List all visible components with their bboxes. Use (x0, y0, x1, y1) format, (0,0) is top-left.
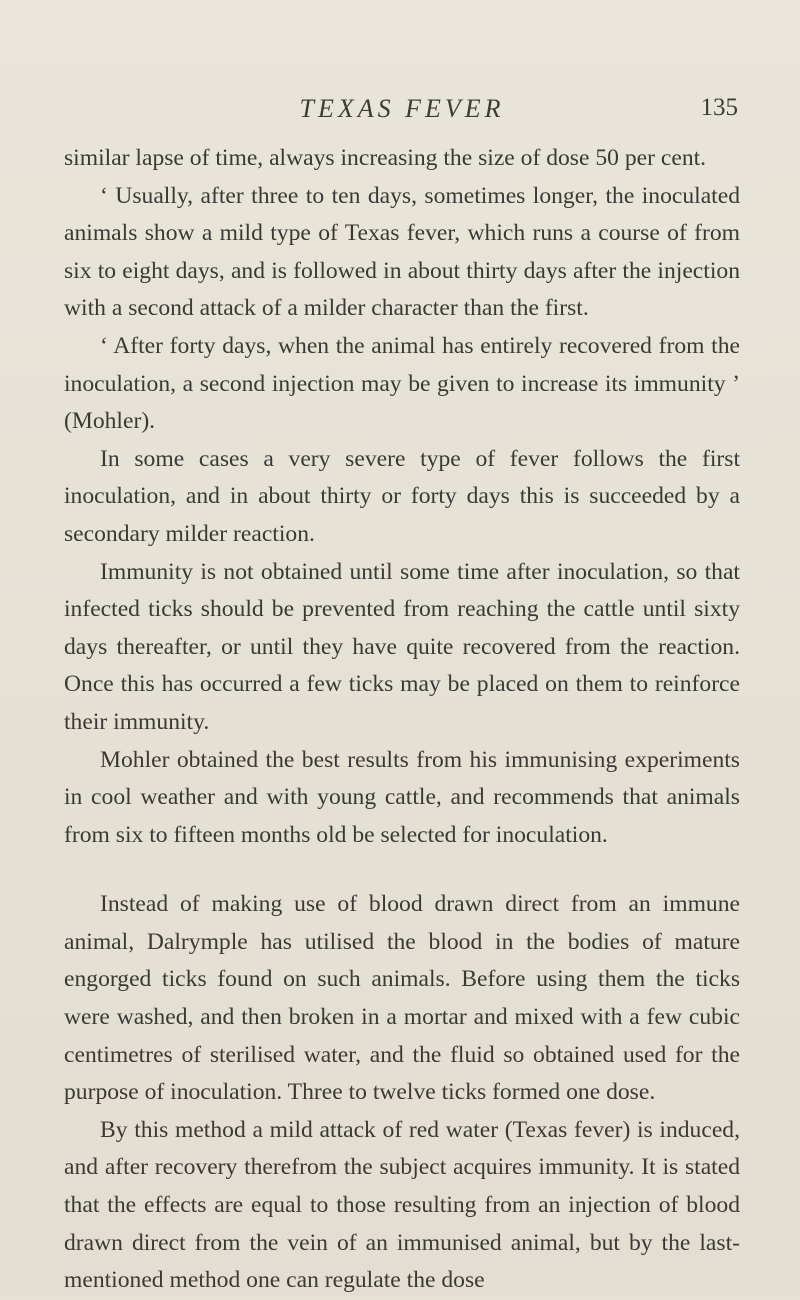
paragraph-severe-type: In some cases a very severe type of fever follows the first inoculation, and in about thirty or forty days this is succeeded by a secondary milder reaction. (64, 445, 740, 547)
paragraph-immunity: Immunity is not obtained until some time after inoculation, so that infected ticks should be prevented from reaching the cattle until sixty days thereafter, or until they have quite recovered from the reaction. Once this has occurred a few ticks may be placed on them to reinforce their immunity. (64, 558, 740, 735)
paragraph-quote-after-forty-days: ‘ After forty days, when the animal has entirely recovered from the inoculation, a second injection may be given to increase its immunity ’ (Mohler). (64, 332, 740, 435)
paragraph-quote-usually: ‘ Usually, after three to ten days, sometimes longer, the inoculated animals show a mild type of Texas fever, which runs a course of from six to eight days, and is followed in about thirty days after the injection with a second attack of a milder character than the first. (64, 182, 740, 322)
paragraph-mild-attack: By this method a mild attack of red water (Texas fever) is induced, and after recovery therefrom the subject acquires immunity. It is stated that the effects are equal to those resulting from an injection of blood drawn direct from the vein of an immunised animal, but by the last-mentioned method one can regulate the dose (64, 1116, 740, 1294)
paragraph-continuation: similar lapse of time, always increasing the size of dose 50 per cent. (64, 145, 707, 171)
page-number: 135 (700, 94, 738, 121)
paragraph-mohler-results: Mohler obtained the best results from his immunising experiments in cool weather and with young cattle, and recommends that animals from six to fifteen months old be selected for inoculation. (64, 746, 740, 848)
running-title: TEXAS FEVER (299, 94, 505, 123)
running-head (64, 94, 740, 134)
paragraph-dalrymple-method: Instead of making use of blood drawn direct from an immune animal, Dalrymple has utilised the blood in the bodies of mature engorged ticks found on such animals. Before using them the ticks were washed, and then broken in a mortar and mixed with a few cubic centimetres of sterilised water, and the fluid so obtained used for the purpose of inoculation. Three to twelve ticks formed one dose. (64, 891, 740, 1106)
body-text (64, 140, 740, 1300)
